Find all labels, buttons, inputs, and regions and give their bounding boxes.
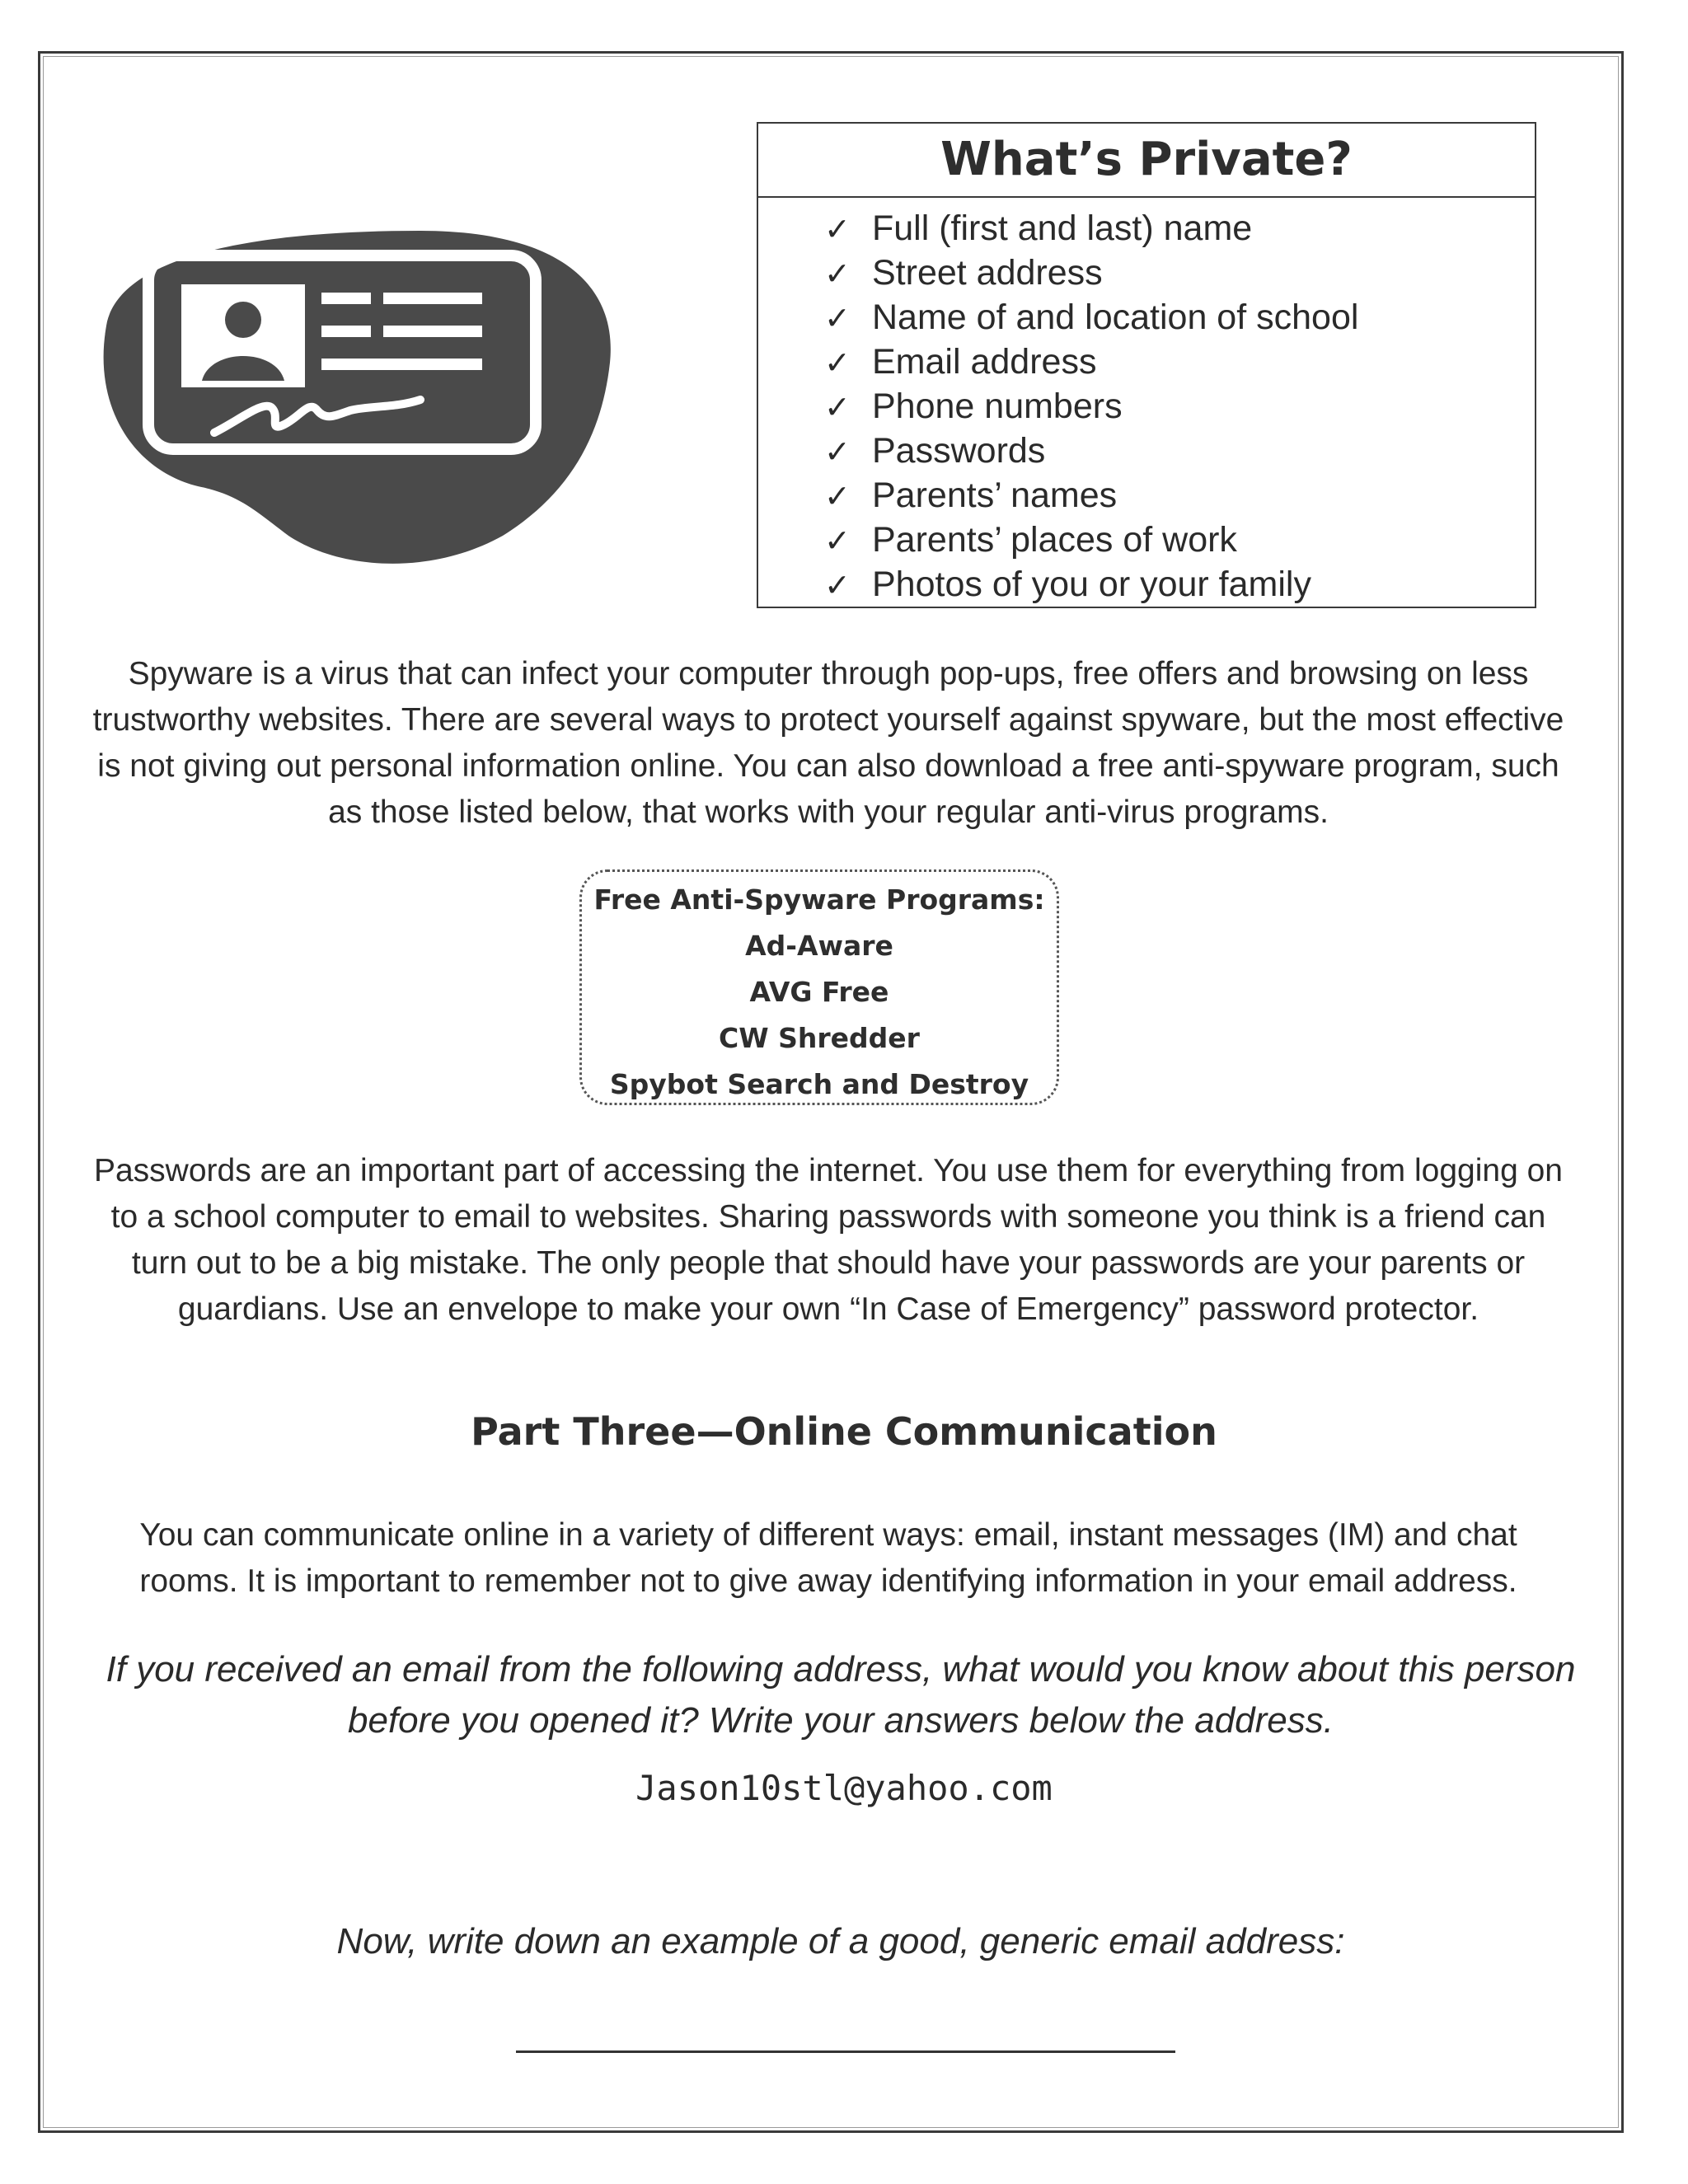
checkmark-icon: ✓ (824, 255, 851, 292)
anti-spyware-box (579, 869, 1059, 1105)
id-card-icon (74, 223, 618, 577)
checkmark-icon: ✓ (824, 567, 851, 603)
email-question: If you received an email from the following address, what would you know about this person before you opened it? Write your answers below the address. (106, 1649, 1576, 1741)
list-item: ✓ Email address (824, 340, 1535, 384)
section-heading: Part Three—Online Communication (471, 1409, 1217, 1454)
program-item: AVG Free (749, 976, 889, 1008)
list-item: ✓ Phone numbers (824, 384, 1535, 429)
list-item: ✓ Name of and location of school (824, 295, 1535, 340)
passwords-paragraph: Passwords are an important part of accessing the internet. You use them for everything from logging on to a school computer to email to websites. Sharing passwords with someone you think is a friend can turn out to be a big mistake. The only people that should have your passwords are your parents or guardians. Use an envelope to make your own “In Case of Emergency” password protector. (93, 1153, 1563, 1327)
checkmark-icon: ✓ (824, 344, 851, 381)
whats-private-box (757, 122, 1536, 608)
list-item: ✓ Parents’ places of work (824, 518, 1535, 562)
list-item: ✓ Full (first and last) name (824, 206, 1535, 251)
checkmark-icon: ✓ (824, 389, 851, 425)
answer-line[interactable] (516, 2050, 1175, 2053)
text-line (321, 293, 371, 304)
checkmark-icon: ✓ (824, 300, 851, 336)
program-item: Spybot Search and Destroy (609, 1068, 1029, 1100)
list-item: ✓ Street address (824, 251, 1535, 295)
list-item: ✓ Photos of you or your family (824, 562, 1535, 607)
text-line (321, 359, 482, 370)
communication-paragraph: You can communicate online in a variety of different ways: email, instant messages (IM) and chat rooms. It is important to remember not to give away identifying information in your email address. (139, 1517, 1517, 1599)
whats-private-title: What’s Private? (758, 124, 1535, 198)
spyware-paragraph: Spyware is a virus that can infect your computer through pop-ups, free offers and browsing on less trustworthy websites. There are several ways to protect yourself against spyware, but the most effective is not giving out personal information online. You can also download a free anti-spyware program, such as those listed below, that works with your regular anti-virus programs. (92, 656, 1564, 830)
list-item: ✓ Parents’ names (824, 473, 1535, 518)
private-items-list (758, 198, 1535, 607)
person-head (225, 302, 261, 338)
program-item: Ad-Aware (745, 930, 893, 962)
checkmark-icon: ✓ (824, 434, 851, 470)
checkmark-icon: ✓ (824, 478, 851, 514)
text-line (321, 326, 371, 337)
anti-spyware-heading: Free Anti-Spyware Programs: (593, 883, 1045, 916)
generic-email-prompt: Now, write down an example of a good, generic email address: (336, 1921, 1345, 1961)
email-sample: Jason10stl@yahoo.com (635, 1768, 1053, 1808)
program-item: CW Shredder (719, 1022, 920, 1054)
text-line (383, 326, 482, 337)
checkmark-icon: ✓ (824, 211, 851, 247)
text-line (383, 293, 482, 304)
list-item: ✓ Passwords (824, 429, 1535, 473)
checkmark-icon: ✓ (824, 523, 851, 559)
